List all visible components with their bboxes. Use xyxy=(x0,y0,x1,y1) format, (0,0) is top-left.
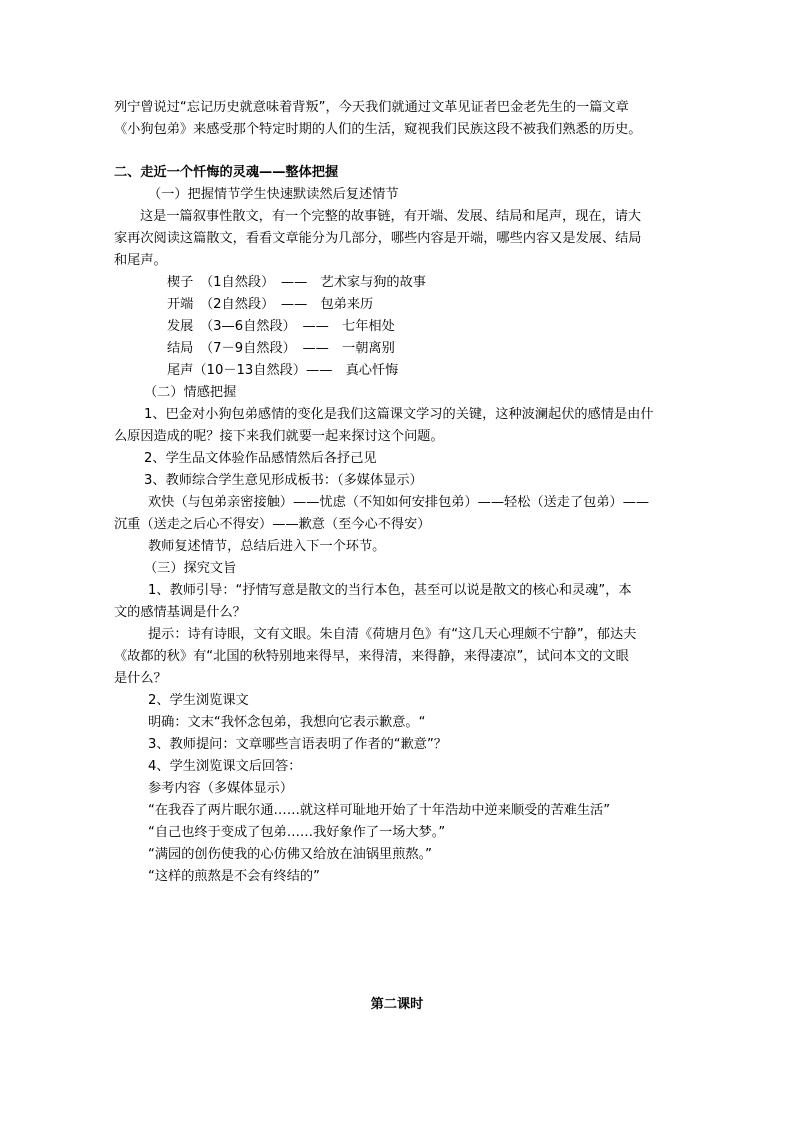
list-item-2: 2、学生品文体验作品感情然后各抒己见 xyxy=(144,451,377,466)
quote-line: “自己也终于变成了包弟……我好象作了一场大梦。” xyxy=(148,825,446,840)
outline-item: 结局 （7－9自然段） —— 一朝离别 xyxy=(167,341,395,356)
outline-item: 开端 （2自然段） —— 包弟来历 xyxy=(167,297,374,312)
retell-line: 教师复述情节，总结后进入下一个环节。 xyxy=(148,539,386,554)
hint-line-3: 是什么？ xyxy=(114,671,167,686)
intro-line-2: 《小狗包弟》来感受那个特定时期的人们的生活，窥视我们民族这段不被我们熟悉的历史。 xyxy=(114,122,642,137)
subsection-title-theme: （三）探究文旨 xyxy=(144,561,237,576)
paragraph-line: 这是一篇叙事性散文，有一个完整的故事链，有开端、发展、结局和尾声，现在，请大 xyxy=(140,209,642,224)
paragraph-line: 家再次阅读这篇散文，看看文章能分为几部分，哪些内容是开端，哪些内容又是发展、结局 xyxy=(114,231,642,246)
section-heading: 二、走近一个忏悔的灵魂——整体把握 xyxy=(114,165,339,180)
outline-item: 发展 （3—6自然段） —— 七年相处 xyxy=(167,319,395,334)
hint-line-2: 《故都的秋》有“北国的秋特别地来得早，来得清，来得静，来得凄凉”，试问本文的文眼 xyxy=(114,649,629,664)
list-item-1-cont: 么原因造成的呢？接下来我们就要一起来探讨这个问题。 xyxy=(114,429,444,444)
list-item-3: 3、教师综合学生意见形成板书：（多媒体显示） xyxy=(144,473,423,488)
theme-item-4: 4、学生浏览课文后回答： xyxy=(148,759,302,774)
board-line-1: 欢快（与包弟亲密接触）——忧虑（不知如何安排包弟）——轻松（送走了包弟）—— xyxy=(148,495,650,510)
theme-item-1: 1、教师引导：“抒情写意是散文的当行本色，甚至可以说是散文的核心和灵魂”，本 xyxy=(148,583,632,598)
hint-line-1: 提示：诗有诗眼，文有文眼。朱自清《荷塘月色》有“这几天心理颇不宁静”，郁达夫 xyxy=(148,627,637,642)
theme-item-2: 2、学生浏览课文 xyxy=(148,693,249,708)
lesson-2-title: 第二课时 xyxy=(370,997,424,1012)
reference-title: 参考内容（多媒体显示） xyxy=(148,781,294,796)
theme-item-1-cont: 文的感情基调是什么？ xyxy=(114,605,246,620)
subsection-title-emotion: （二）情感把握 xyxy=(144,385,237,400)
intro-line-1: 列宁曾说过“忘记历史就意味着背叛”，今天我们就通过文革见证者巴金老先生的一篇文章 xyxy=(114,100,629,115)
outline-item: 楔子 （1自然段） —— 艺术家与狗的故事 xyxy=(167,275,426,290)
board-line-2: 沉重（送走之后心不得安）——歉意（至今心不得安） xyxy=(114,517,431,532)
clarify-line: 明确：文末“我怀念包弟，我想向它表示歉意。“ xyxy=(148,715,426,730)
quote-line: “这样的煎熬是不会有终结的” xyxy=(148,869,320,884)
paragraph-line: 和尾声。 xyxy=(114,253,167,268)
quote-line: “在我吞了两片眠尔通……就这样可耻地开始了十年浩劫中逆来顺受的苦难生活” xyxy=(148,803,611,818)
subsection-title-plot: （一）把握情节学生快速默读然后复述情节 xyxy=(148,187,399,202)
outline-item: 尾声（10－13自然段）—— 真心忏悔 xyxy=(167,363,399,378)
quote-line: “满园的创伤使我的心仿佛又给放在油锅里煎熬。” xyxy=(148,847,432,862)
theme-item-3: 3、教师提问：文章哪些言语表明了作者的“歉意”？ xyxy=(148,737,447,752)
list-item-1: 1、巴金对小狗包弟感情的变化是我们这篇课文学习的关键，这种波澜起伏的感情是由什 xyxy=(144,407,654,422)
